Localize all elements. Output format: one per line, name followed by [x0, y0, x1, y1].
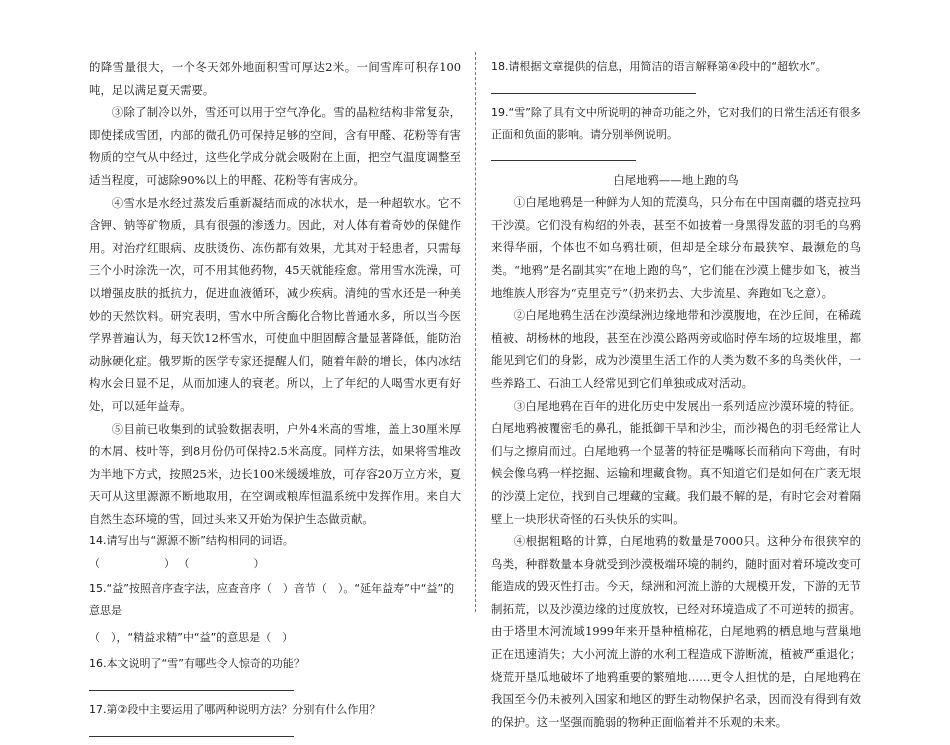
- question-16: 16.本文说明了“雪”有哪些令人惊奇的功能？: [89, 657, 305, 671]
- article-paragraph-2: ②白尾地鸦生活在沙漠绿洲边缘地带和沙漠腹地，在沙丘间，在稀疏植被、胡杨林的地段，甚至在沙漠公路两旁或临时停车场的垃圾堆里，都能见到它们的身影，成为沙漠里生活工作的人类为数不多的鸟类伙伴，一些养路工、石油工人经常见到它们单独或成对活动。: [491, 308, 861, 390]
- question-15-line-1: 15.“益”按照音序查字法，应查音序（ ）音节（ ）。“延年益寿”中“益”的意思是: [89, 581, 455, 618]
- article-paragraph-3: ③白尾地鸦在百年的进化历史中发展出一系列适应沙漠环境的特征。白尾地鸦被覆密毛的鼻孔，能抵御干旱和沙尘，而沙褐色的羽毛经常让人们与之擦肩而过。白尾地鸦一个显著的特征是嘴啄长而稍向下弯曲，有时候会像乌鸦一样挖掘、运输和埋藏食物。真不知道它们是如何在广袤无垠的沙漠上定位，找到自己埋藏的宝藏。我们最不解的是，有时它会对着隔壁上一块形状奇怪的石头快乐的实叫。: [491, 398, 861, 526]
- answer-blank-1[interactable]: [100, 553, 164, 576]
- answer-blank-2[interactable]: [190, 553, 254, 576]
- blank-2-close: ）: [253, 557, 265, 571]
- question-18: 18.请根据文章提供的信息，用简洁的语言解释第④段中的“超软水”。: [491, 60, 827, 73]
- question-19: 19.“雪”除了具有文中所说明的神奇功能之外，它对我们的日常生活还有很多正面和负面的影响。请分别举例说明。: [491, 105, 861, 141]
- right-column: [491, 56, 861, 733]
- question-15-line-2: （ ），“精益求精”中“益”的意思是（ ）: [89, 630, 294, 644]
- article-title: 白尾地鸦——地上跑的鸟: [613, 172, 739, 187]
- blank-2-open: （: [178, 557, 190, 571]
- question-14: 14.请写出与“源源不断”结构相同的词语。: [89, 534, 294, 548]
- question-14-blanks: [89, 553, 461, 576]
- question-17: 17.第②段中主要运用了哪两种说明方法？分别有什么作用？: [89, 703, 381, 717]
- left-column: [89, 56, 461, 745]
- blank-1-close: ）: [164, 557, 175, 571]
- article-paragraph-1: ①白尾地鸦是一种鲜为人知的荒漠鸟，只分布在中国南疆的塔克拉玛干沙漠。它们没有构绍的外表，甚至不如披着一身黑得发蓝的羽毛的乌鸦来得华丽，个体也不如乌鸦壮硕，但却是全球分布最狭窄、最濒危的鸟类。“地鸦”是名副其实”在地上跑的鸟”，它们能在沙漠上健步如飞，被当地维族人形容为“克里克亏”（扔来扔去、大步流星、奔跑如飞之意）。: [491, 195, 861, 300]
- answer-line-17[interactable]: [89, 728, 294, 737]
- paragraph-2-end: 的降雪量很大，一个冬天郊外地面积雪可厚达2米。一间雪库可积存100吨，足以满足夏天需要。: [89, 60, 461, 97]
- column-divider: [475, 52, 476, 612]
- answer-line-19[interactable]: [491, 152, 636, 161]
- answer-line-18[interactable]: [491, 85, 696, 94]
- blank-1-open: （: [89, 557, 100, 571]
- article-paragraph-4: ④根据粗略的计算，白尾地鸦的数量是7000只。这种分布很狭窄的鸟类，种群数量本身就受到沙漠极端环境的制约，随时面对着环境改变可能造成的毁灭性打击。今天，绿洲和河流上游的大规模开发，下游的无节制拓荒，以及沙漠边缘的过度放牧，已经对环境造成了不可逆转的损害。由于塔里木河流域1999年来开垦种植棉花，白尾地鸦的栖息地与营巢地正在迅速消失；大小河流上游的水利工程造成下游断流，植被严重退化；烧荒开垦瓜地破坏了地鸦重要的繁殖地……更令人担忧的是，白尾地鸦在我国至今仍未被列入国家和地区的野生动物保护名录，因而没有得到有效的保护。这一坚强而脆弱的物种正面临着并不乐观的未来。: [491, 534, 861, 729]
- paragraph-4: ④雪水是水经过蒸发后重新凝结而成的冰状水，是一种超软水。它不含钾、钠等矿物质，具有很强的渗透力。因此，对人体有着奇妙的保健作用。对治疗红眼病、皮肤烫伤、冻伤都有效果，尤其对于轻患者，只需每三个小时涂洗一次，可不用其他药物，45天就能痊愈。常用雪水洗澡，可以增强皮肤的抵抗力，促进血液循环，减少疾病。清纯的雪水还是一种美妙的天然饮料。研究表明，雪水中所含酶化合物比普通水多，所以当今医学界普遍认为，每天饮12杯雪水，可使血中胆固醇含量显著降低，能防治动脉硬化症。俄罗斯的医学专家还提醒人们，随着年龄的增长，体内冰结构水会日显不足，从而加速人的衰老。所以，上了年纪的人喝雪水更有好处，可以延年益寿。: [89, 195, 461, 413]
- paragraph-3: ③除了制冷以外，雪还可以用于空气净化。雪的晶粒结构非常复杂，即使揉成雪团，内部的微孔仍可保持足够的空间，含有甲醛、花粉等有害物质的空气从中经过，这些化学成分就会吸附在上面，把空气温度调整至适当程度，可滤除90%以上的甲醛、花粉等有害成分。: [89, 105, 461, 187]
- paragraph-5: ⑤目前已收集到的试验数据表明，户外4米高的雪堆，盖上30厘米厚的木屑、枝叶等，到8月份仍可保持2.5米高度。同样方法，如果将雪堆改为半地下方式，按照25米，边长100米缓缓堆放，可存容20万立方米，夏天可从这里源源不断地取用，在空调或粮库恒温系统中发挥作用。来自大自然生态环境的雪，回过头来又开始为保护生态做贡献。: [89, 421, 461, 526]
- answer-line-16[interactable]: [89, 682, 294, 691]
